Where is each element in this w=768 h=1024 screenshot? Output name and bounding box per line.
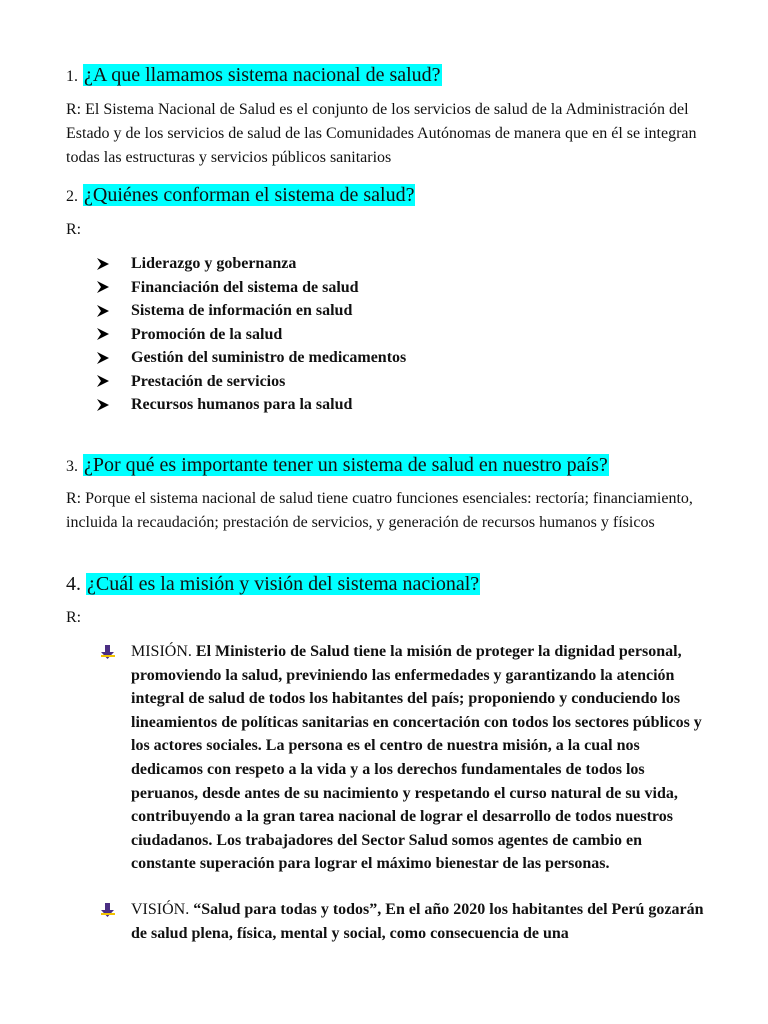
- list-item-label: Promoción de la salud: [131, 325, 283, 343]
- question-1: [66, 62, 442, 90]
- mission-block: [100, 640, 710, 876]
- question-2: [66, 182, 415, 210]
- question-text: ¿Por qué es importante tener un sistema de salud en nuestro país?: [84, 454, 608, 476]
- question-number: 1.: [66, 68, 78, 85]
- answer-4-label: R:: [66, 609, 82, 626]
- list-item-label: Liderazgo y gobernanza: [131, 255, 297, 272]
- list-item: [96, 370, 406, 394]
- arrowhead-icon: [96, 374, 110, 388]
- mission-text: [131, 640, 710, 876]
- list-item: [96, 299, 406, 323]
- list-item: [96, 346, 406, 370]
- question-number: 3.: [66, 458, 78, 475]
- list-item-label: Financiación del sistema de salud: [131, 278, 359, 296]
- arrowhead-icon: [96, 280, 110, 294]
- arrow-down-bullet-icon: [100, 902, 116, 918]
- vision-term: VISIÓN.: [131, 901, 190, 918]
- arrowhead-icon: [96, 304, 110, 318]
- arrow-down-bullet-icon: [100, 644, 116, 660]
- list-item-label: Prestación de servicios: [131, 372, 286, 390]
- list-item-label: Recursos humanos para la salud: [131, 396, 353, 413]
- question-text: ¿Quiénes conforman el sistema de salud?: [84, 184, 415, 206]
- question-number: 2.: [66, 188, 78, 205]
- arrowhead-icon: [96, 257, 110, 271]
- question-number: 4.: [66, 573, 81, 595]
- answer-1: R: El Sistema Nacional de Salud es el conjunto de los servicios de salud de la Administración del Estado y de los servicios de salud de las Comunidades Autónomas de manera que en él se integran todas las estructuras y servicios públicos sanitarios: [66, 101, 697, 166]
- arrowhead-icon: [96, 327, 110, 341]
- vision-block: [100, 898, 710, 945]
- list-item: [96, 323, 406, 347]
- vision-text: [131, 898, 710, 945]
- answer-2-label: R:: [66, 221, 82, 238]
- list-item-label: Sistema de información en salud: [131, 302, 353, 319]
- arrowhead-icon: [96, 398, 110, 412]
- list-item: [96, 393, 406, 417]
- answer-3: R: Porque el sistema nacional de salud tiene cuatro funciones esenciales: rectoría; financiamiento, incluida la recaudación; prestación de servicios, y generación de recursos humanos y físicos: [66, 490, 693, 531]
- mission-term: MISIÓN.: [131, 643, 192, 660]
- list-item: [96, 276, 406, 300]
- arrowhead-icon: [96, 351, 110, 365]
- question-4: [66, 571, 480, 597]
- vision-description: “Salud para todas y todos”, En el año 2020 los habitantes del Perú gozarán de salud plena, física, mental y social, como consecuencia de una: [131, 901, 704, 942]
- question-3: [66, 452, 609, 480]
- list-item: [96, 252, 406, 276]
- components-list: [96, 252, 406, 417]
- question-text: ¿Cuál es la misión y visión del sistema nacional?: [87, 573, 480, 595]
- question-text: ¿A que llamamos sistema nacional de salud?: [84, 64, 441, 86]
- mission-description: El Ministerio de Salud tiene la misión de proteger la dignidad personal, promoviendo la salud, previniendo las enfermedades y garantizando la atención integral de salud de todos los habitantes del país; proponiendo y conduciendo los lineamientos de políticas sanitarias en concertación con todos los sectores públicos y los actores sociales. La persona es el centro de nuestra misión, a la cual nos dedicamos con respeto a la vida y a los derechos fundamentales de todos los peruanos, desde antes de su nacimiento y respetando el curso natural de su vida, contribuyendo a la gran tarea nacional de lograr el desarrollo de todos nuestros ciudadanos. Los trabajadores del Sector Salud somos agentes de cambio en constante superación para lograr el máximo bienestar de las personas.: [131, 643, 702, 873]
- list-item-label: Gestión del suministro de medicamentos: [131, 349, 407, 366]
